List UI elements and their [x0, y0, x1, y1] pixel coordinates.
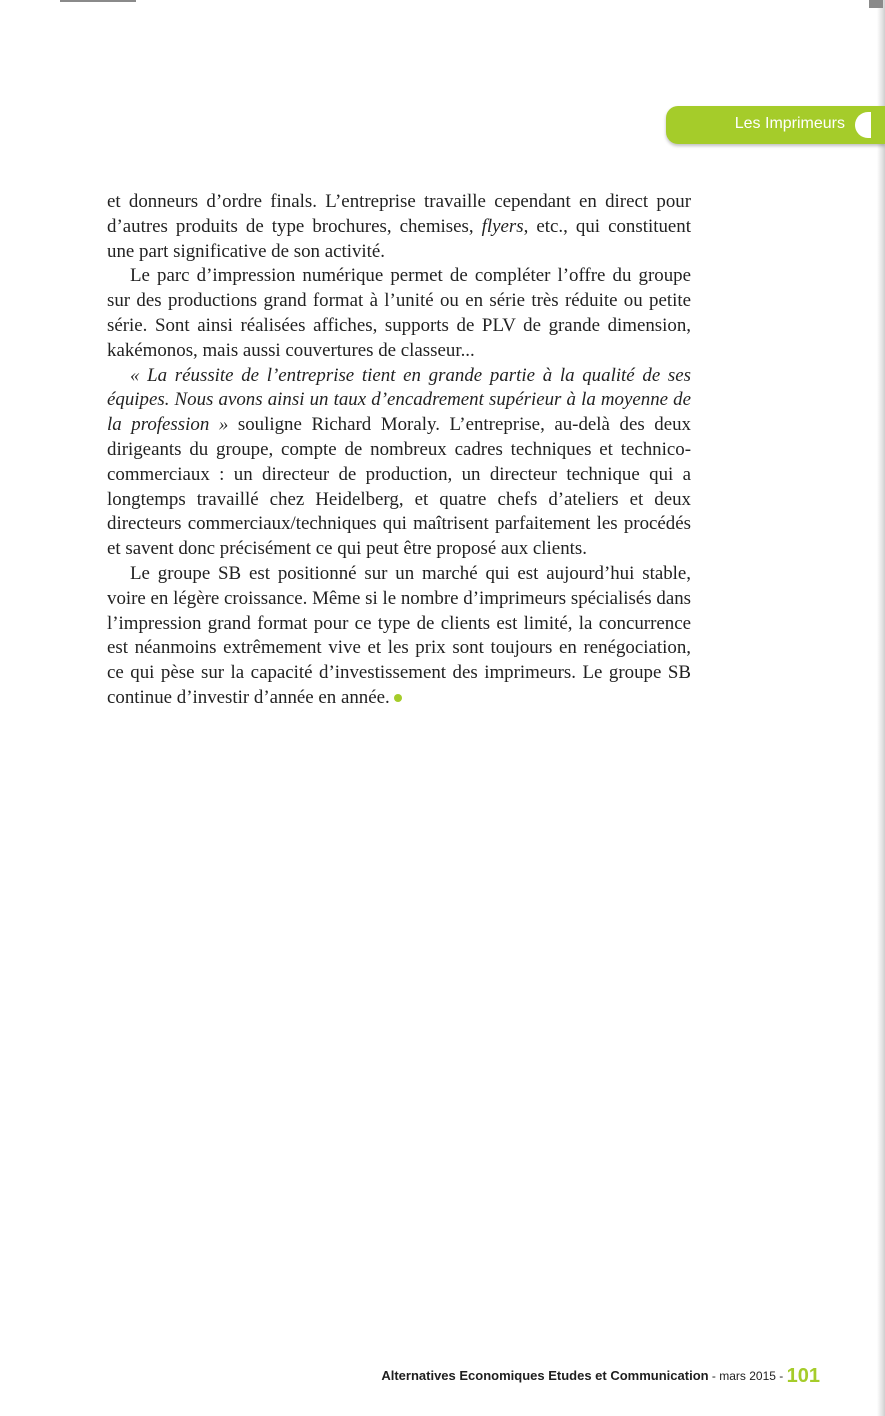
quote: « La réussite de l’entreprise tient en grande partie à la qualité de ses équipes. Nous avons ainsi un taux d’encadrement supérieur à la moyenne de la profession »	[107, 364, 691, 436]
page-number: 101	[786, 1365, 820, 1387]
emphasis-flyers: flyers	[481, 215, 524, 237]
publication-name: Alternatives Economiques Etudes et Communication	[381, 1368, 709, 1383]
paragraph-1: et donneurs d’ordre finals. L’entreprise travaille cependant en direct pour d’autres produits de type brochures, chemises, flyers, etc., qui constituent une part significative de son activité.	[107, 191, 691, 262]
issue-date: mars 2015	[719, 1369, 776, 1383]
end-of-article-dot-icon	[394, 694, 402, 702]
tab-half-circle-icon	[855, 112, 871, 138]
footer-separator: -	[708, 1369, 720, 1383]
section-tab-label: Les Imprimeurs	[734, 115, 845, 132]
crop-mark	[869, 0, 883, 8]
article-body	[107, 190, 691, 711]
page-edge-shadow	[877, 0, 885, 1416]
paragraph-3: « La réussite de l’entreprise tient en grande partie à la qualité de ses équipes. Nous avons ainsi un taux d’encadrement supérieur à la moyenne de la profession » souligne Richard Moraly. L’entreprise, au-delà des deux dirigeants du groupe, compte de nombreux cadres techniques et technico-commerciaux : un directeur de production, un directeur technique qui a longtemps travaillé chez Heidelberg, et quatre chefs d’ateliers et deux directeurs commerciaux/techniques qui maîtrisent parfaitement les procédés et savent donc précisément ce qui peut être proposé aux clients.	[107, 364, 691, 560]
paragraph-4: Le groupe SB est positionné sur un marché qui est aujourd’hui stable, voire en légère croissance. Même si le nombre d’imprimeurs spécialisés dans l’impression grand format pour ce type de clients est limité, la concurrence est néanmoins extrêmement vive et les prix sont toujours en renégociation, ce qui pèse sur la capacité d’investissement des imprimeurs. Le groupe SB continue d’investir d’année en année.	[107, 562, 691, 708]
section-tab	[666, 106, 885, 144]
page-footer	[381, 1365, 820, 1388]
paragraph-2: Le parc d’impression numérique permet de compléter l’offre du groupe sur des productions grand format à l’unité ou en série très réduite ou petite série. Sont ainsi réalisées affiches, supports de PLV de grande dimension, kakémonos, mais aussi couvertures de classeur...	[107, 265, 691, 361]
footer-separator: -	[775, 1369, 787, 1383]
top-rule	[60, 0, 136, 2]
